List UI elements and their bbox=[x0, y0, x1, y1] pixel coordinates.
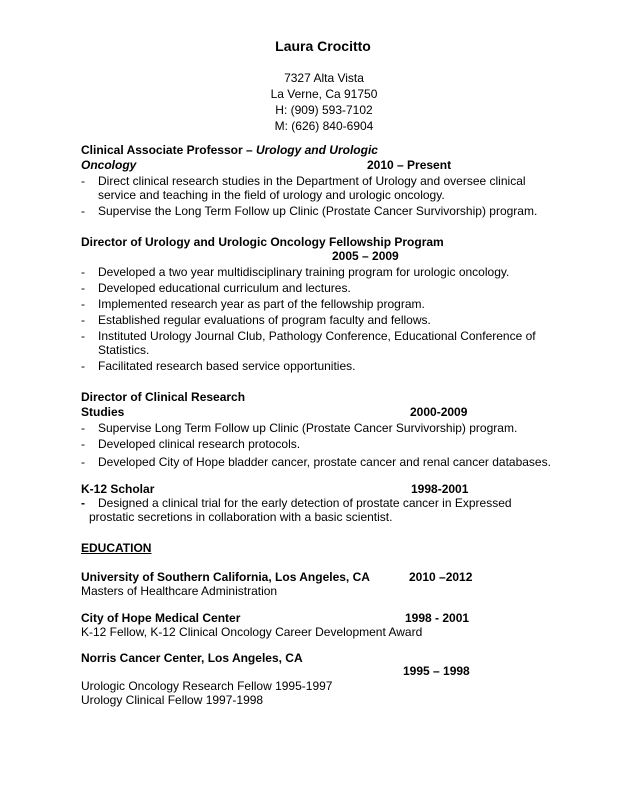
degree-detail: Urologic Oncology Research Fellow 1995-1997 bbox=[81, 679, 333, 693]
bullet-text: Implemented research year as part of the fellowship program. bbox=[98, 297, 425, 311]
bullet-text: Facilitated research based service opportunities. bbox=[98, 359, 356, 373]
degree-detail: Masters of Healthcare Administration bbox=[81, 584, 278, 598]
bullet-text: Established regular evaluations of program faculty and fellows. bbox=[98, 313, 431, 327]
position-dates: 2005 – 2009 bbox=[332, 249, 399, 263]
applicant-name: Laura Crocitto bbox=[275, 38, 371, 54]
position-title: Director of Clinical Research bbox=[81, 390, 246, 404]
school-name: City of Hope Medical Center bbox=[81, 611, 241, 625]
bullet-text: Instituted Urology Journal Club, Pathology Conference, Educational Conference of Statistics. bbox=[98, 329, 536, 357]
position-title: Clinical Associate Professor – Urology and Urologic bbox=[81, 143, 378, 157]
bullet-text: Supervise Long Term Follow up Clinic (Prostate Cancer Survivorship) program. bbox=[98, 421, 518, 435]
bullet-marker: - bbox=[81, 496, 85, 510]
position-title: Director of Urology and Urologic Oncology Fellowship Program bbox=[81, 235, 444, 249]
bullet-marker: - bbox=[81, 313, 85, 327]
bullet-marker: - bbox=[81, 204, 85, 218]
address-street: 7327 Alta Vista bbox=[284, 71, 364, 85]
bullet-text: Direct clinical research studies in the Department of Urology and oversee clinical service and teaching in the field of urology and urologic oncology. bbox=[98, 174, 526, 202]
education-heading: EDUCATION bbox=[81, 541, 152, 555]
position-title-cont: Studies bbox=[81, 405, 125, 419]
home-phone: H: (909) 593-7102 bbox=[275, 103, 373, 117]
bullet-marker: - bbox=[81, 421, 85, 435]
bullet-marker: - bbox=[81, 455, 85, 469]
bullet-text: Supervise the Long Term Follow up Clinic (Prostate Cancer Survivorship) program. bbox=[98, 204, 538, 218]
position-dates: 2000-2009 bbox=[410, 405, 468, 419]
education-dates: 1998 - 2001 bbox=[405, 611, 470, 625]
education-dates: 2010 –2012 bbox=[409, 570, 473, 584]
address-city: La Verne, Ca 91750 bbox=[270, 87, 378, 101]
degree-detail: Urology Clinical Fellow 1997-1998 bbox=[81, 693, 264, 707]
bullet-text: Designed a clinical trial for the early detection of prostate cancer in Expressed prostatic secretions in collaboration with a basic scientist. bbox=[89, 496, 512, 524]
bullet-marker: - bbox=[81, 174, 85, 188]
bullet-marker: - bbox=[81, 281, 85, 295]
bullet-marker: - bbox=[81, 437, 85, 451]
school-name: University of Southern California, Los Angeles, CA bbox=[81, 570, 370, 584]
position-title-cont: Oncology bbox=[81, 158, 137, 172]
position-title: K-12 Scholar bbox=[81, 482, 155, 496]
bullet-text: Developed educational curriculum and lectures. bbox=[98, 281, 351, 295]
bullet-marker: - bbox=[81, 329, 85, 343]
bullet-text: Developed City of Hope bladder cancer, prostate cancer and renal cancer databases. bbox=[98, 455, 551, 469]
position-dates: 2010 – Present bbox=[367, 158, 452, 172]
education-dates: 1995 – 1998 bbox=[403, 664, 470, 678]
mobile-phone: M: (626) 840-6904 bbox=[274, 119, 374, 133]
bullet-marker: - bbox=[81, 297, 85, 311]
bullet-text: Developed clinical research protocols. bbox=[98, 437, 301, 451]
school-name: Norris Cancer Center, Los Angeles, CA bbox=[81, 651, 303, 665]
bullet-marker: - bbox=[81, 265, 85, 279]
bullet-text: Developed a two year multidisciplinary training program for urologic oncology. bbox=[98, 265, 510, 279]
position-dates: 1998-2001 bbox=[411, 482, 469, 496]
degree-detail: K-12 Fellow, K-12 Clinical Oncology Career Development Award bbox=[81, 625, 423, 639]
bullet-marker: - bbox=[81, 359, 85, 373]
